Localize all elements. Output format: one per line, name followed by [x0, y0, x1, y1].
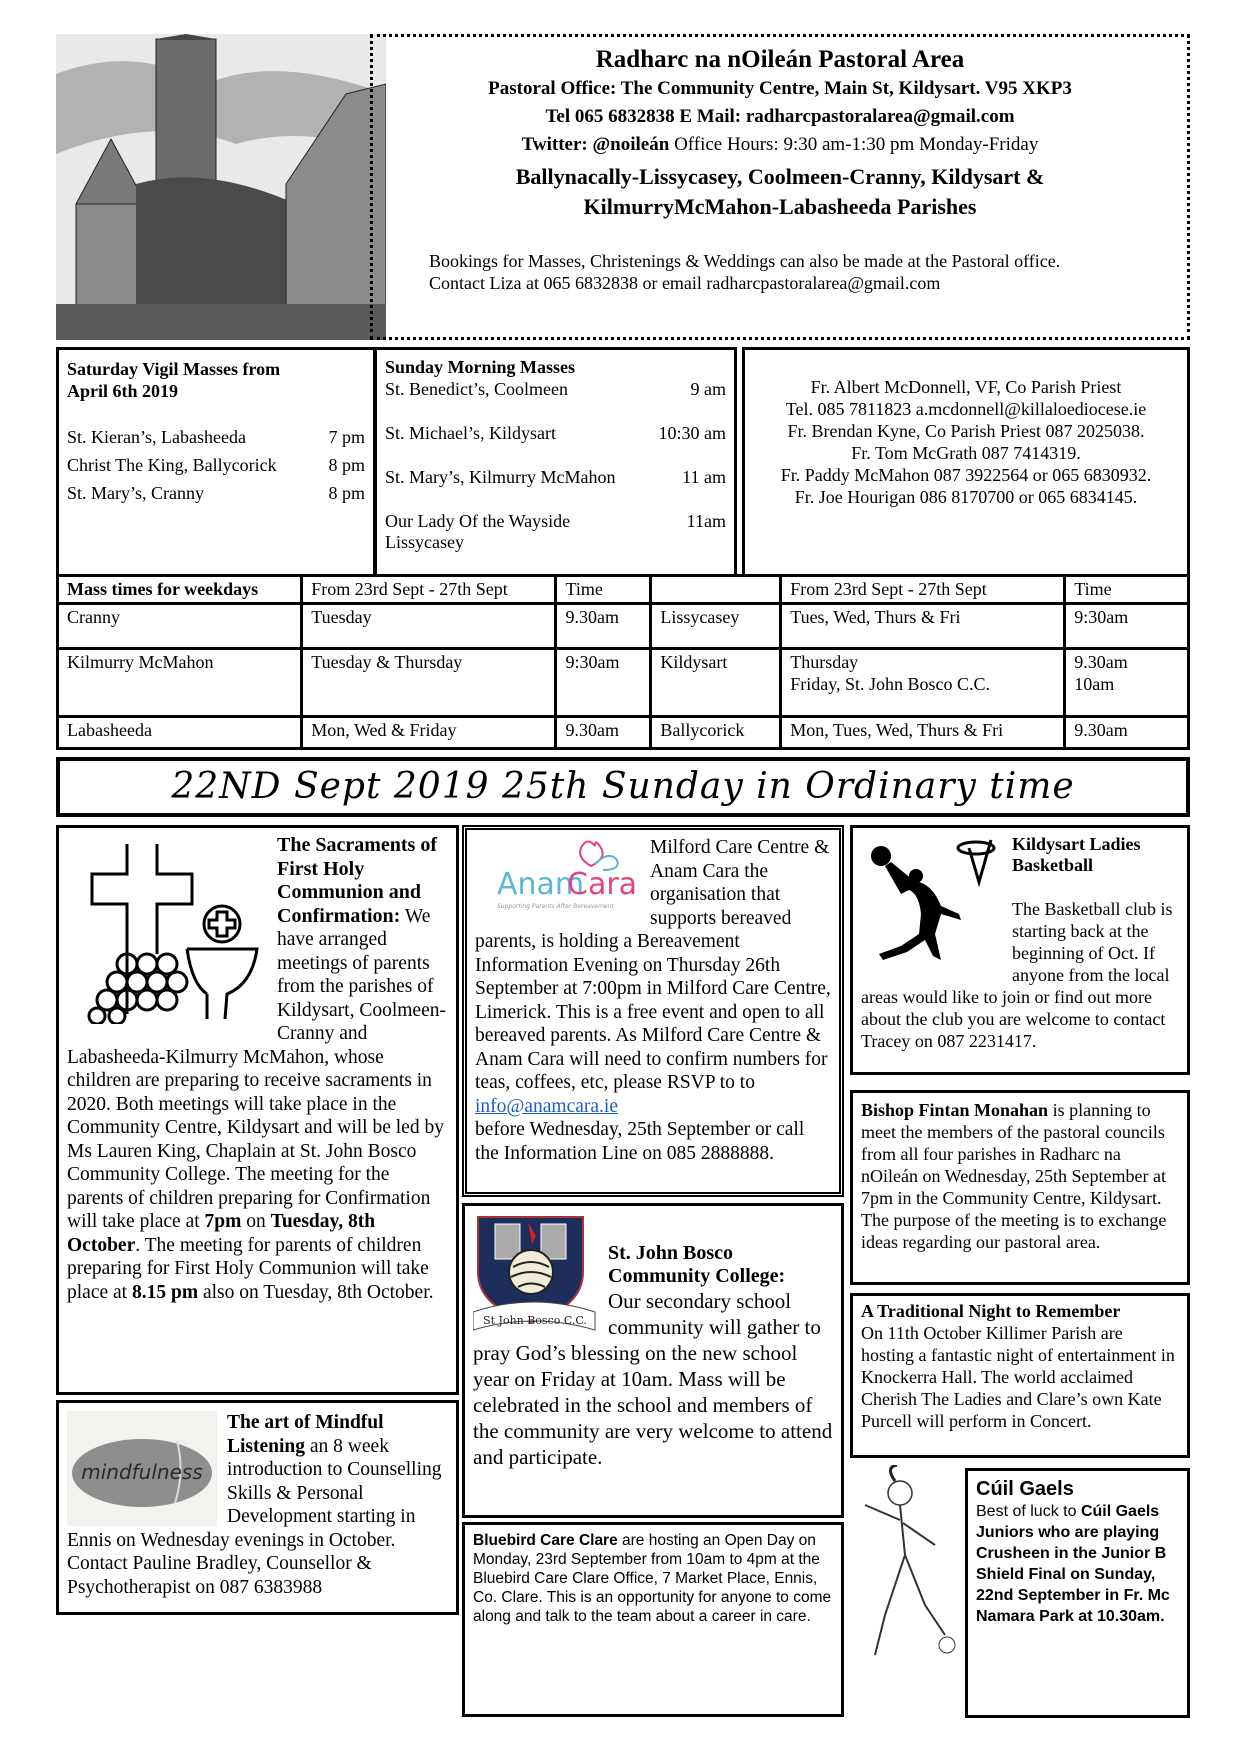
booking-info — [383, 250, 1177, 294]
anam-cara-logo — [475, 836, 640, 926]
church-ruin-illustration — [56, 34, 386, 340]
anam-cara-email-link[interactable]: info@anamcara.ie — [475, 1095, 619, 1117]
church-name: Our Lady Of the Wayside — [385, 511, 571, 531]
column-header: Time — [556, 576, 651, 604]
church-name: Christ The King, Ballycorick — [67, 455, 277, 475]
column-header: Mass times for weekdays — [58, 576, 302, 604]
weekday-cell: Lissycasey — [651, 604, 781, 649]
priest-contact-line: Fr. Brendan Kyne, Co Parish Priest 087 2025038. — [787, 421, 1145, 441]
office-address: Pastoral Office: The Community Centre, Main St, Kildysart. V95 XKP3 — [488, 78, 1072, 99]
mass-time: 11 am — [682, 467, 726, 487]
priest-contact-line: Fr. Tom McGrath 087 7414319. — [851, 443, 1081, 463]
traditional-body: On 11th October Killimer Parish are hosting a fantastic night of entertainment in Knockerra Hall. The world acclaimed Cherish The Ladies and Clare’s own Kate Purcell will perform in Concert. — [861, 1323, 1175, 1431]
sunday-mass-row — [385, 510, 726, 553]
weekday-header-row — [58, 576, 1189, 604]
church-name: St. Michael’s, Kildysart — [385, 423, 556, 443]
parishes-line-1: Ballynacally-Lissycasey, Coolmeen-Cranny, Kildysart & — [515, 164, 1045, 189]
saturday-mass-list — [67, 426, 365, 504]
weekday-row — [58, 649, 1189, 717]
bosco-body: Our secondary school community will gather to pray God’s blessing on the new school year on Friday at 10am. Mass will be celebrated in the school and members of the community are very welcome to attend and participate. — [473, 1289, 833, 1469]
weekday-cell: 9.30am — [1065, 717, 1189, 749]
weekday-cell: Thursday Friday, St. John Bosco C.C. — [781, 649, 1065, 717]
st-john-bosco-article — [462, 1203, 844, 1518]
saturday-mass-row — [67, 426, 365, 448]
church-location: Lissycasey — [385, 532, 464, 552]
anam-cara-article — [462, 825, 844, 1197]
weekday-cell: 9.30am — [556, 604, 651, 649]
weekday-cell: Mon, Tues, Wed, Thurs & Fri — [781, 717, 1065, 749]
weekday-cell: 9.30am 10am — [1065, 649, 1189, 717]
bishop-name: Bishop Fintan Monahan — [861, 1100, 1049, 1120]
church-name: St. Mary’s, Cranny — [67, 483, 204, 503]
sacraments-body-3: also on Tuesday, 8th October. — [198, 1281, 434, 1303]
mindfulness-stone-image — [67, 1411, 217, 1526]
sunday-title: Sunday Morning Masses — [385, 357, 576, 377]
mindful-contact: Contact Pauline Bradley, Counsellor & Psychotherapist on 087 6383988 — [67, 1553, 372, 1598]
mindful-body: an 8 week introduction to Counselling Skills & Personal Development starting in Ennis on Wednesday evenings in October. — [67, 1435, 442, 1551]
pastoral-area-header — [370, 34, 1190, 340]
cuil-gaels-body: Cúil Gaels Juniors who are playing Crusheen in the Junior B Shield Final on Sunday, 22nd September in Fr. Mc Namara Park at 10.30am. — [976, 1503, 1170, 1625]
traditional-heading: A Traditional Night to Remember — [861, 1301, 1121, 1321]
column-header — [651, 576, 781, 604]
saturday-mass-row — [67, 454, 365, 476]
priests-contact-list — [742, 347, 1190, 577]
crest-text: St John Bosco C.C. — [483, 1314, 587, 1327]
weekday-cell: Tuesday — [302, 604, 556, 649]
saturday-mass-row — [67, 482, 365, 504]
sacraments-body-1: We have arranged meetings of parents from the parishes of Kildysart, Coolmeen-Cranny and Labasheeda-Kilmurry McMahon, whose children are preparing to receive sacraments in 2020. Both meetings will take place in the Community Centre, Kildysart and will be led by Ms Lauren King, Chaplain at St. John Bosco Community College. The meeting for the parents of children preparing for Confirmation will take place at — [67, 905, 446, 1232]
bishop-meeting-article — [850, 1090, 1190, 1285]
weekday-cell: Ballycorick — [651, 717, 781, 749]
sunday-mass-list — [385, 378, 726, 553]
weekday-mass-table — [56, 574, 1190, 750]
sunday-banner: 22ND Sept 2019 25th Sunday in Ordinary time — [56, 757, 1190, 817]
booking-line-1: Bookings for Masses, Christenings & Weddings can also be made at the Pastoral office. — [429, 251, 1061, 271]
weekday-cell: 9:30am — [1065, 604, 1189, 649]
st-john-bosco-crest — [473, 1212, 598, 1332]
camogie-player-sketch — [855, 1465, 965, 1675]
weekday-row — [58, 604, 1189, 649]
basketball-body: The Basketball club is starting back at the beginning of Oct. If anyone from the local areas would like to join or find out more about the club you are welcome to contact Tracey on 087 2231417. — [861, 899, 1173, 1051]
weekday-row — [58, 717, 1189, 749]
sunday-mass-row — [385, 378, 726, 400]
twitter-hours-line — [383, 131, 1177, 159]
cross-chalice-icon — [67, 834, 267, 1024]
priest-contact-line: Fr. Joe Hourigan 086 8170700 or 065 6834145. — [794, 487, 1138, 507]
church-name: St. Kieran’s, Labasheeda — [67, 427, 246, 447]
weekday-cell: 9.30am — [556, 717, 651, 749]
weekday-cell: Kilmurry McMahon — [58, 649, 302, 717]
cuil-gaels-lead: Best of luck to — [976, 1503, 1081, 1520]
anam-text: Anam — [497, 867, 585, 902]
column-header: From 23rd Sept - 27th Sept — [302, 576, 556, 604]
mass-time: 10:30 am — [658, 423, 726, 443]
column-header: Time — [1065, 576, 1189, 604]
priest-contact-line: Fr. Paddy McMahon 087 3922564 or 065 6830932. — [780, 465, 1152, 485]
weekday-cell: Mon, Wed & Friday — [302, 717, 556, 749]
communion-time: 8.15 pm — [131, 1281, 199, 1303]
mindful-listening-article — [56, 1400, 459, 1615]
cuil-gaels-article — [965, 1468, 1190, 1718]
anam-cara-body-2: before Wednesday, 25th September or call the Information Line on 085 2888888. — [475, 1119, 805, 1164]
contact-line: Tel 065 6832838 E Mail: radharcpastoralarea@gmail.com — [545, 106, 1015, 127]
saturday-vigil-masses — [56, 347, 376, 577]
parishes-line-2: KilmurryMcMahon-Labasheeda Parishes — [583, 194, 977, 219]
bosco-heading: St. John Bosco Community College: — [608, 1242, 786, 1287]
sacraments-article — [56, 825, 459, 1395]
traditional-night-article — [850, 1293, 1190, 1458]
bluebird-name: Bluebird Care Clare — [473, 1532, 618, 1549]
bishop-body: is planning to meet the members of the pastoral councils from all four parishes in Radharc na nOileán on Wednesday, 25th September at 7pm in the Community Centre, Kildysart. The purpose of the meeting is to exchange ideas regarding our pastoral area. — [861, 1100, 1167, 1252]
bluebird-care-article — [462, 1522, 844, 1717]
priest-contact-line: Tel. 085 7811823 a.mcdonnell@killaloediocese.ie — [785, 399, 1147, 419]
mass-time: 8 pm — [328, 455, 365, 475]
mass-time: 11am — [686, 511, 726, 531]
mass-time: 9 am — [690, 379, 726, 399]
weekday-cell: Tuesday & Thursday — [302, 649, 556, 717]
pastoral-area-title: Radharc na nOileán Pastoral Area — [595, 46, 965, 73]
mass-time: 7 pm — [328, 427, 365, 447]
bluebird-body: are hosting an Open Day on Monday, 23rd September from 10am to 4pm at the Bluebird Care Clare Office, 7 Market Place, Ennis, Co. Clare. This is an opportunity for anyone to come along and talk to the team about a career in care. — [473, 1532, 832, 1625]
basketball-player-silhouette — [861, 834, 1006, 974]
mindful-heading: The art of Mindful Listening — [227, 1412, 384, 1457]
weekday-cell: 9:30am — [556, 649, 651, 717]
anam-cara-tagline: Supporting Parents After Bereavement — [497, 903, 614, 910]
mass-time: 8 pm — [328, 483, 365, 503]
church-name: St. Mary’s, Kilmurry McMahon — [385, 467, 616, 487]
priest-contact-line: Fr. Albert McDonnell, VF, Co Parish Priest — [810, 377, 1122, 397]
weekday-cell: Labasheeda — [58, 717, 302, 749]
confirmation-date: Tuesday, 8th October — [67, 1211, 376, 1256]
weekday-cell: Kildysart — [651, 649, 781, 717]
sacraments-on: on — [241, 1211, 271, 1232]
saturday-title-1: Saturday Vigil Masses from — [67, 359, 281, 379]
column-header: From 23rd Sept - 27th Sept — [781, 576, 1065, 604]
sacraments-heading: The Sacraments of First Holy Communion and Confirmation: — [277, 834, 437, 927]
basketball-heading: Kildysart Ladies Basketball — [1012, 834, 1141, 875]
confirmation-time: 7pm — [204, 1211, 242, 1232]
saturday-title-2: April 6th 2019 — [67, 381, 179, 401]
sunday-mass-row — [385, 422, 726, 444]
sunday-mass-row — [385, 466, 726, 488]
weekday-cell: Tues, Wed, Thurs & Fri — [781, 604, 1065, 649]
cara-text: Cara — [567, 867, 638, 902]
twitter-handle[interactable]: Twitter: @noileán — [521, 134, 670, 155]
weekday-cell: Cranny — [58, 604, 302, 649]
church-name: St. Benedict’s, Coolmeen — [385, 379, 568, 399]
stone-text: mindfulness — [81, 1460, 203, 1484]
office-hours: Office Hours: 9:30 am-1:30 pm Monday-Friday — [669, 134, 1039, 155]
sacraments-body-2: . The meeting for parents of children preparing for First Holy Communion will take place at — [67, 1234, 429, 1303]
anam-cara-body: Milford Care Centre & Anam Cara the organisation that supports bereaved parents, is holding a Bereavement Information Evening on Thursday 26th September at 7:00pm in Milford Care Centre, Limerick. This is a free event and open to all bereaved parents. As Milford Care Centre & Anam Cara will need to confirm numbers for teas, coffees, etc, please RSVP to to — [475, 837, 831, 1093]
sunday-morning-masses — [374, 347, 737, 577]
ladies-basketball-article — [850, 825, 1190, 1075]
cuil-gaels-heading: Cúil Gaels — [976, 1478, 1074, 1500]
booking-line-2: Contact Liza at 065 6832838 or email radharcpastoralarea@gmail.com — [429, 273, 941, 293]
